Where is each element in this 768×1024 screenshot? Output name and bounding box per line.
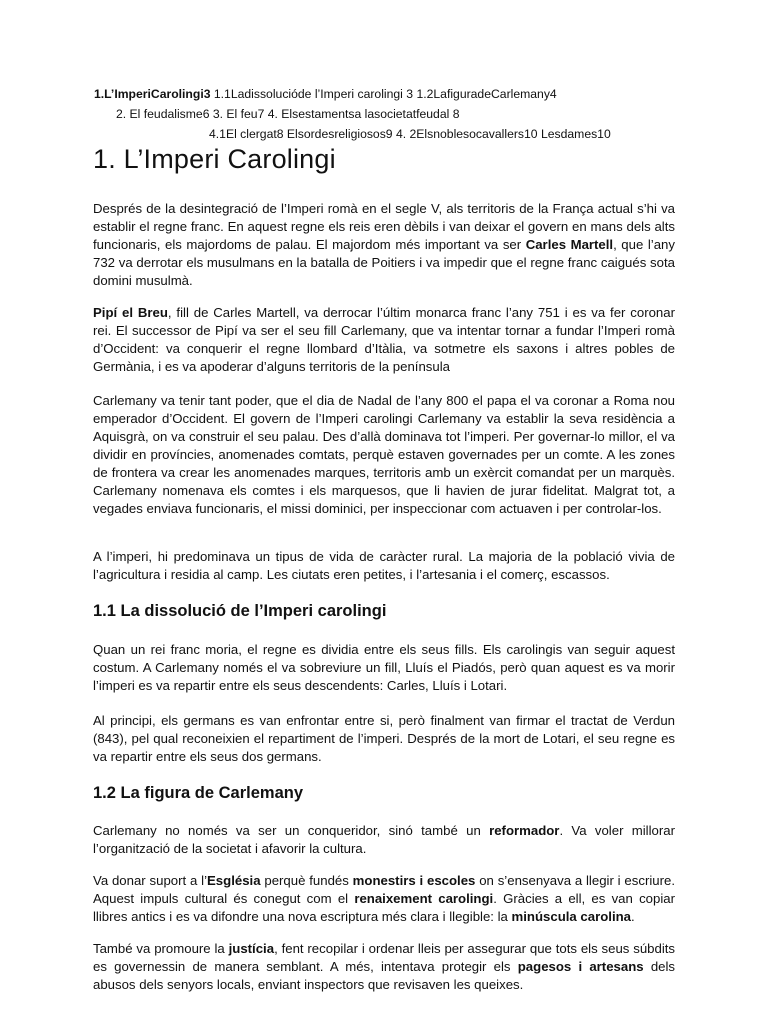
section-heading-1-1: 1.1 La dissolució de l’Imperi carolingi [93,602,387,620]
p7-text-a: Carlemany no només va ser un conqueridor, sinó també un [93,823,490,838]
p2-text: , fill de Carles Martell, va derrocar l’últim monarca franc l’any 751 i es va fer coronar rei. El successor de Pipí va ser el seu fill Carlemany, que va intentar tornar a fundar l’Imperi romà d’Occident: va conquerir el regne llombard d’Itàlia, va sotmetre els saxons i altres pobles de Germània, i es va apoderar d’alguns territoris de la península [93,305,675,374]
p9-text-d: dels abusos dels senyors locals, enviant inspectors que revisaven les queixes. [93,959,676,992]
p1-text-c: , que l’any 732 va derrotar els musulmans en la batalla de Poitiers i va impedir que el regne franc caigués sota domini musulmà. [93,237,675,288]
p8-bold-1: Església [207,873,261,888]
paragraph-8 [93,872,675,926]
p9-text-a: També va promoure la [93,941,229,956]
p7-text-c: . Va voler millorar l’organització de la societat i afavorir la cultura. [93,823,675,856]
paragraph-9 [93,940,675,994]
paragraph-1 [93,200,675,290]
paragraph-6: Al principi, els germans es van enfrontar entre si, però finalment van firmar el tractat de Verdun (843), pel qual reconeixien el repartiment de l’imperi. Després de la mort de Lotari, el seu regne es va repartir entre els seus dos germans. [93,713,675,764]
p8-text-f: . [631,909,635,924]
p8-text-c: perquè fundés [260,873,353,888]
page-title: 1. L’Imperi Carolingi [93,144,336,174]
paragraph-2 [93,304,675,376]
paragraph-5: Quan un rei franc moria, el regne es dividia entre els seus fills. Els carolingis van seguir aquest costum. A Carlemany només el va sobreviure un fill, Lluís el Piadós, però quan aquest es va morir l’imperi es va repartir entre els seus descendents: Carles, Lluís i Lotari. [93,642,675,693]
p9-text-c: , fent recopilar i ordenar lleis per assegurar que tots els seus súbdits es governessin de manera semblant. A més, intentava protegir els [93,941,676,974]
p1-text-a: Després de la desintegració de l’Imperi romà en el segle V, als territoris de la França actual s’hi va establir el regne franc. En aquest regne els reis eren dèbils i van deixar el govern en mans dels alts funcionaris, els majordoms de palau. El majordom més important va ser [93,201,675,252]
p9-bold-2: pagesos i artesans [517,959,644,974]
p8-bold-2: monestirs i escoles [352,873,476,888]
paragraph-4: A l’imperi, hi predominava un tipus de vida de caràcter rural. La majoria de la població vivia de l’agricultura i residia al camp. Les ciutats eren petites, i l’artesania i el comerç, escassos. [93,549,675,582]
toc-line-1[interactable] [94,84,557,104]
p8-text-d: on s’ensenyava a llegir i escriure. Aquest impuls cultural és conegut com el [93,873,675,906]
paragraph-7 [93,822,675,858]
p9-bold-1: justícia [228,941,275,956]
p8-text-e: . Gràcies a ell, es van copiar llibres antics i es va difondre una nova escriptura més clara i llegible: la [93,891,675,924]
p7-bold: reformador [489,823,560,838]
toc-line-2[interactable]: 2. El feudalisme6 3. El feu7 4. Elsestamentsa lasocietatfeudal 8 [116,107,460,121]
toc-entry-imperi[interactable]: 1.L’ImperiCarolingi3 [94,87,211,101]
p8-text-a: Va donar suport a l’ [93,873,208,888]
p1-bold: Carles Martell [525,237,614,252]
p8-bold-3: renaixement carolingi [354,891,494,906]
paragraph-3: Carlemany va tenir tant poder, que el dia de Nadal de l’any 800 el papa el va coronar a Roma nou emperador d’Occident. El govern de l’Imperi carolingi Carlemany va establir la seva residència a Aquisgrà, on va construir el seu palau. Des d’allà dominava tot l’imperi. Per governar-lo millor, el va dividir en províncies, anomenades comtats, perquè estaven governades per un comte. A les zones de frontera va crear les anomenades marques, territoris amb un exèrcit comandat per un marquès. Carlemany nomenava els comtes i els marquesos, que li havien de jurar fidelitat. Malgrat tot, a vegades enviava funcionaris, el missi dominici, per inspeccionar com actuaven i per controlar-los. [93,393,675,516]
toc-line-3[interactable]: 4.1El clergat8 Elsordesreligiosos9 4. 2Elsnoblesocavallers10 Lesdames10 [209,127,611,141]
p2-bold: Pipí el Breu [93,305,168,320]
p8-bold-4: minúscula carolina [511,909,632,924]
section-heading-1-2: 1.2 La figura de Carlemany [93,784,303,802]
toc-line-1-rest[interactable]: 1.1Ladissolucióde l’Imperi carolingi 3 1.2LafiguradeCarlemany4 [210,87,557,101]
